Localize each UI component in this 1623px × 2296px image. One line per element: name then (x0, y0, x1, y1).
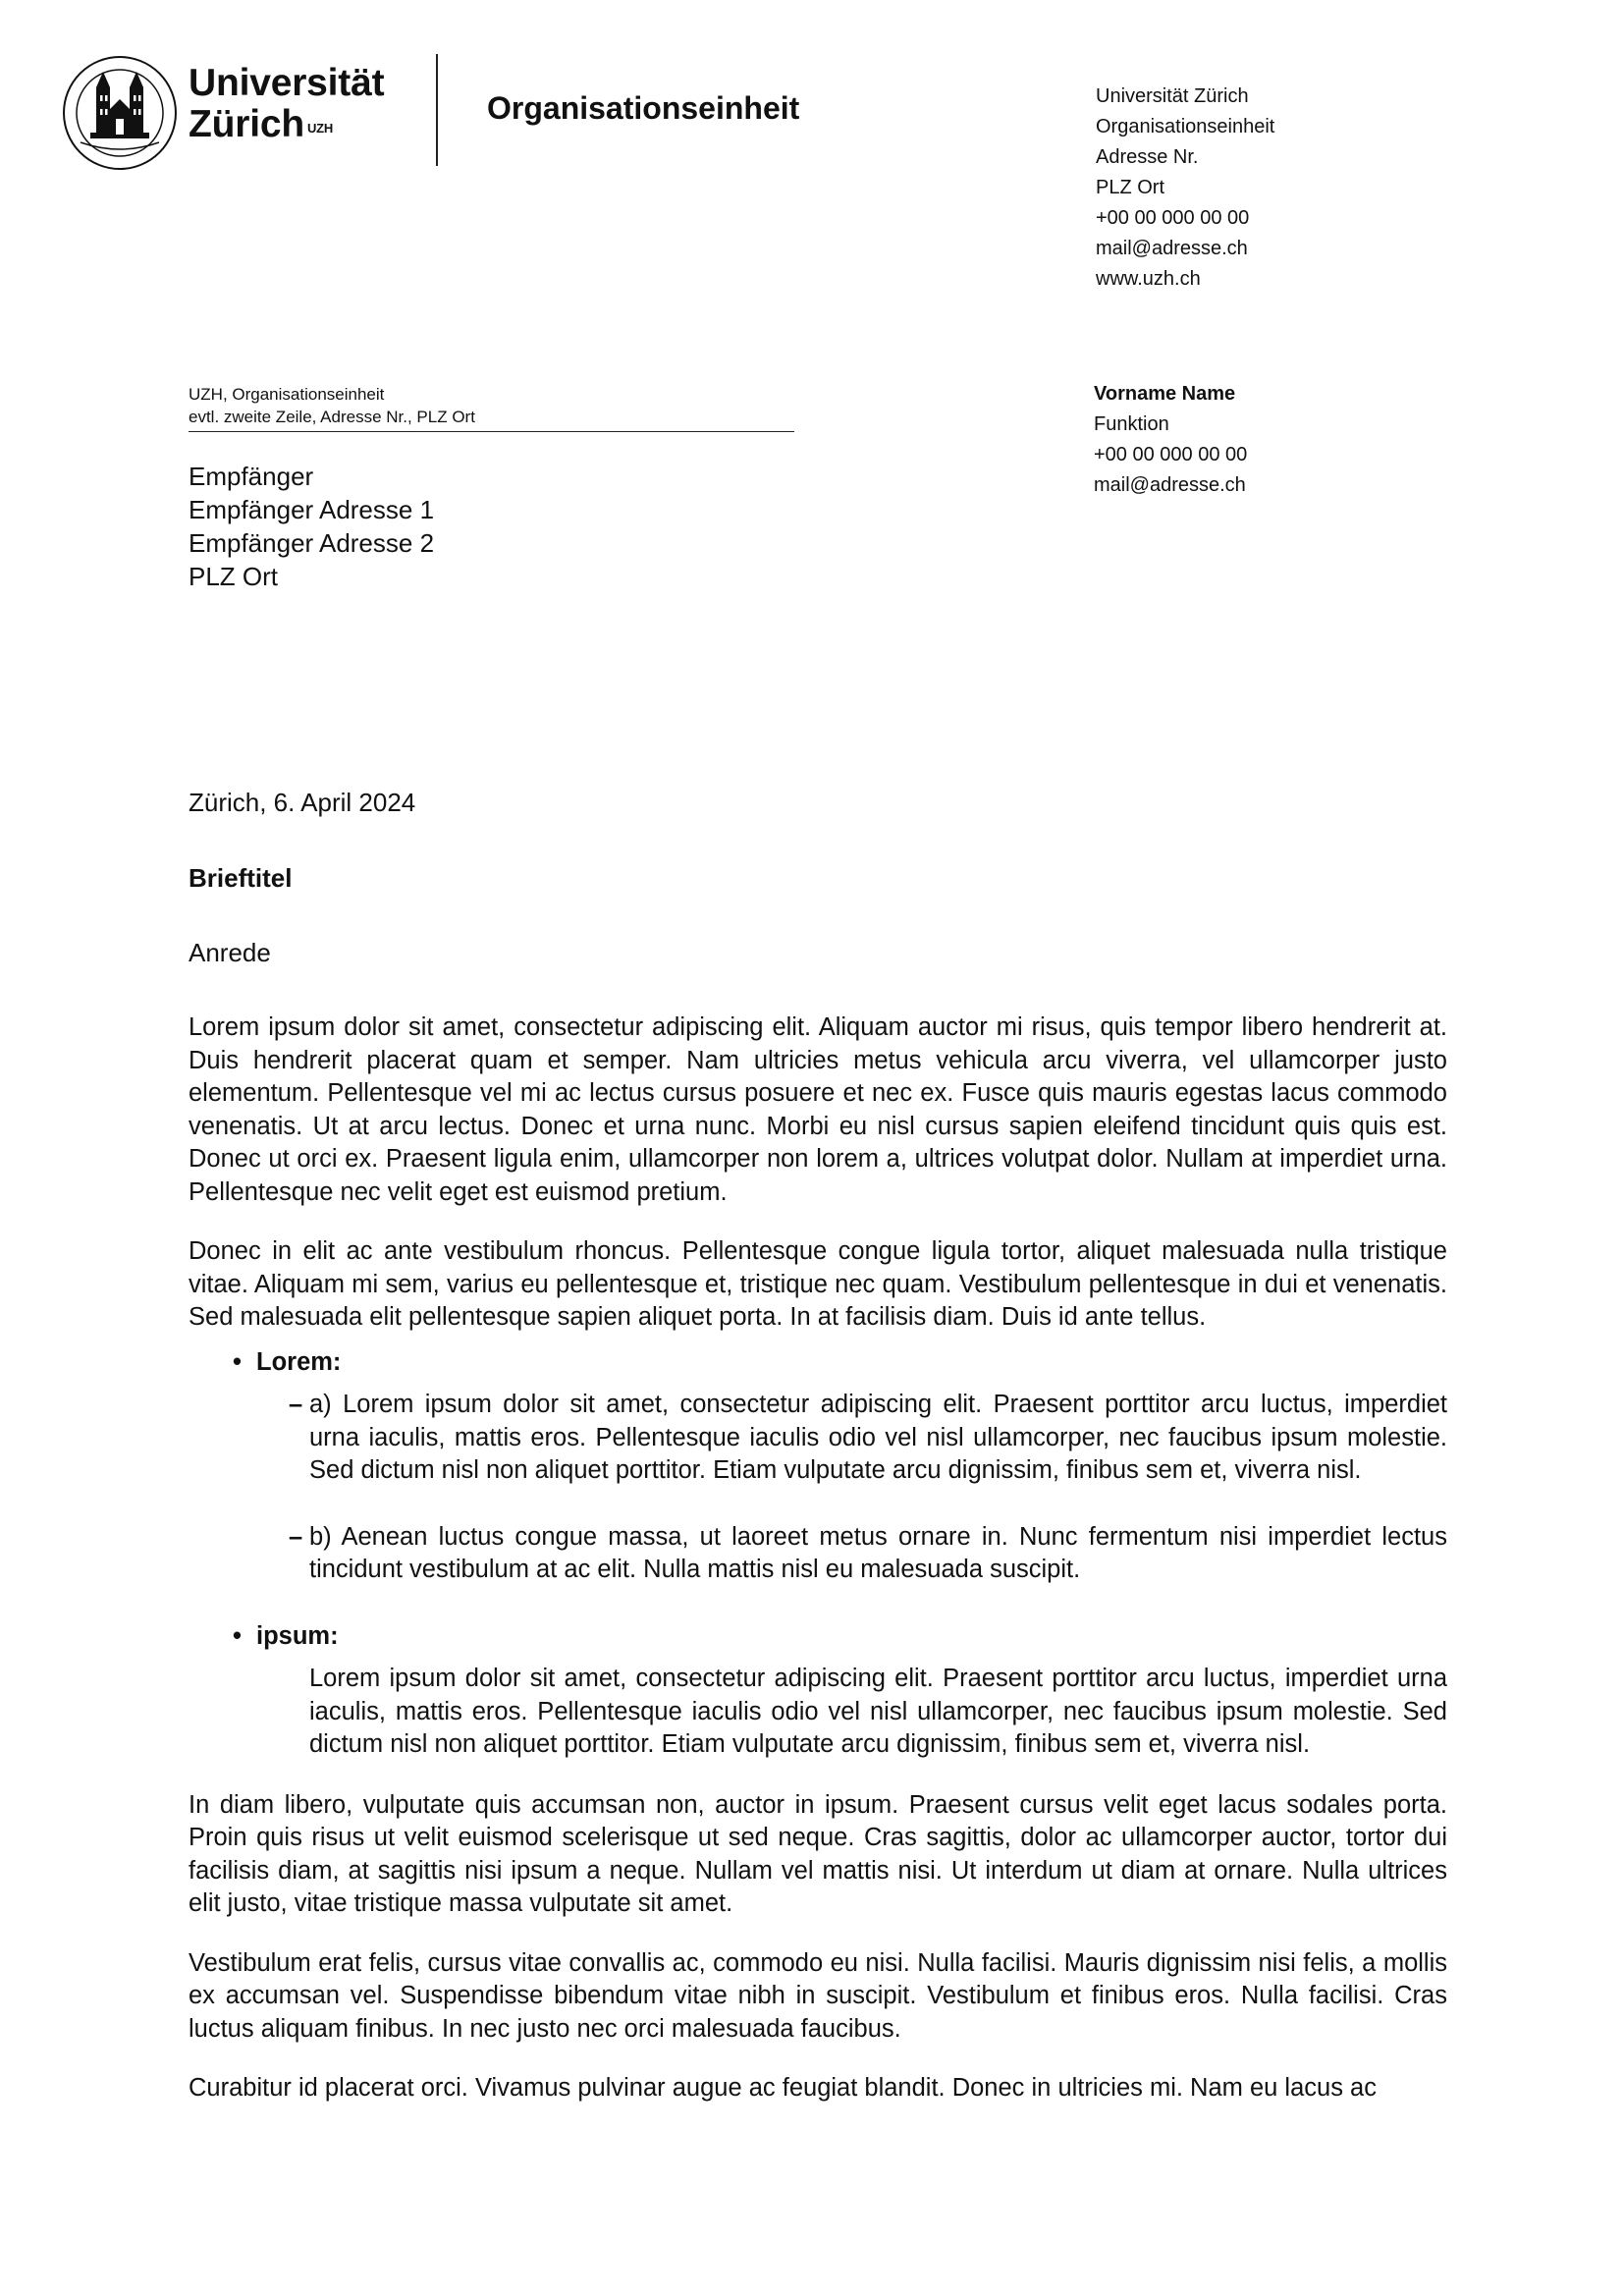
body-paragraph: Curabitur id placerat orci. Vivamus pulvinar augue ac feugiat blandit. Donec in ultricies mi. Nam eu lacus ac (189, 2074, 1377, 2102)
recipient-address-2: Empfänger Adresse 2 (189, 528, 435, 558)
university-name-line1: Universität (189, 62, 385, 104)
contact-phone: +00 00 000 00 00 (1094, 444, 1248, 465)
body-paragraph: Donec in elit ac ante vestibulum rhoncus. Pellentesque congue ligula tortor, aliquet malesuada nulla tristique vitae. Aliquam mi sem, varius eu pellentesque et, tristique nec quam. Vestibulum pellentesque in dui et venenatis. Sed malesuada elit pellentesque sapien aliquet porta. In at facilisis diam. Duis id ante tellus. (189, 1237, 1447, 1331)
university-seal-icon (61, 54, 179, 172)
list-item (189, 1620, 1447, 1762)
sender-city: PLZ Ort (1096, 177, 1165, 198)
contact-name: Vorname Name (1094, 383, 1236, 405)
body-paragraph: Vestibulum erat felis, cursus vitae convallis ac, commodo eu nisi. Nulla facilisi. Mauris dignissim nisi felis, a mollis ex accumsan vel. Suspendisse bibendum vitae nibh in suscipit. Vestibulum et finibus eros. Nulla facilisi. Cras luctus aliquam finibus. In nec justo nec orci malesuada faucibus. (189, 1948, 1447, 2043)
return-address-line1: UZH, Organisationseinheit (189, 385, 385, 404)
sender-phone: +00 00 000 00 00 (1096, 207, 1250, 229)
contact-email[interactable]: mail@adresse.ch (1094, 474, 1246, 496)
bullet-list (189, 1346, 1447, 1762)
letter-title: Brieftitel (189, 863, 293, 893)
org-unit-title: Organisationseinheit (487, 90, 800, 126)
sender-street: Adresse Nr. (1096, 146, 1199, 168)
sub-list-item: – a) Lorem ipsum dolor sit amet, consectetur adipiscing elit. Praesent porttitor arcu luctus, imperdiet urna iaculis, mattis eros. Pellentesque iaculis odio vel nisl ullamcorper, nec faucibus ipsum molestie. Sed dictum nisl non aliquet porttitor. Etiam vulputate arcu dignissim, finibus sem et, viverra nisl. (256, 1389, 1447, 1488)
recipient-address-1: Empfänger Adresse 1 (189, 495, 435, 524)
list-item-label: • ipsum: (256, 1621, 339, 1650)
return-address (189, 383, 794, 432)
sub-list (256, 1389, 1447, 1587)
body-paragraph: Lorem ipsum dolor sit amet, consectetur adipiscing elit. Aliquam auctor mi risus, quis tempor libero hendrerit at. Duis hendrerit placerat quam et semper. Nam ultricies metus vehicula arcu viverra, vel ullamcorper justo elementum. Pellentesque vel mi ac lectus cursus posuere et nec ex. Fusce quis mauris egestas lacus commodo venenatis. Ut at arcu lectus. Donec et urna nunc. Morbi eu nisl cursus sapien eleifend tincidunt quis quis est. Donec ut orci ex. Praesent ligula enim, ullamcorper non lorem a, ultrices volutpat dolor. Nullam at imperdiet urna. Pellentesque nec velit eget est euismod pretium. (189, 1013, 1447, 1206)
university-name-line2: Zürich (189, 103, 304, 145)
sender-address (1096, 82, 1274, 295)
contact-function: Funktion (1094, 413, 1169, 435)
list-item-text: Lorem ipsum dolor sit amet, consectetur adipiscing elit. Praesent porttitor arcu luctus, imperdiet urna iaculis, mattis eros. Pellentesque iaculis odio vel nisl ullamcorper, nec faucibus ipsum molestie. Sed dictum nisl non aliquet porttitor. Etiam vulputate arcu dignissim, finibus sem et, viverra nisl. (309, 1665, 1447, 1758)
sender-org-unit: Organisationseinheit (1096, 116, 1275, 137)
contact-person (1094, 379, 1247, 501)
sender-university: Universität Zürich (1096, 85, 1249, 107)
list-item (189, 1346, 1447, 1587)
logo-divider (436, 54, 438, 166)
university-name (189, 63, 384, 145)
list-item-label: • Lorem: (256, 1347, 342, 1376)
sender-email[interactable]: mail@adresse.ch (1096, 238, 1248, 259)
recipient-name: Empfänger (189, 462, 314, 491)
letter-body (189, 1011, 1447, 2132)
recipient-city: PLZ Ort (189, 562, 279, 591)
return-address-line2: evtl. zweite Zeile, Adresse Nr., PLZ Ort (189, 408, 475, 426)
recipient-address (189, 460, 434, 593)
sub-list-item: – b) Aenean luctus congue massa, ut laoreet metus ornare in. Nunc fermentum nisi imperdiet lectus tincidunt vestibulum at ac elit. Nulla mattis nisl eu malesuada suscipit. (256, 1521, 1447, 1587)
letter-date: Zürich, 6. April 2024 (189, 788, 416, 817)
letter-salutation: Anrede (189, 938, 271, 967)
sender-website[interactable]: www.uzh.ch (1096, 268, 1201, 290)
body-paragraph: In diam libero, vulputate quis accumsan non, auctor in ipsum. Praesent cursus velit eget lacus sodales porta. Proin quis risus ut velit euismod scelerisque ut sed neque. Cras sagittis, dolor ac ullamcorper auctor, tortor dui facilisis diam, at sagittis nisi ipsum a neque. Nullam vel mattis nisi. Ut interdum ut diam at ornare. Nulla ultrices elit justo, vitae tristique massa vulputate sit amet. (189, 1790, 1447, 1917)
university-abbr: UZH (306, 121, 334, 136)
